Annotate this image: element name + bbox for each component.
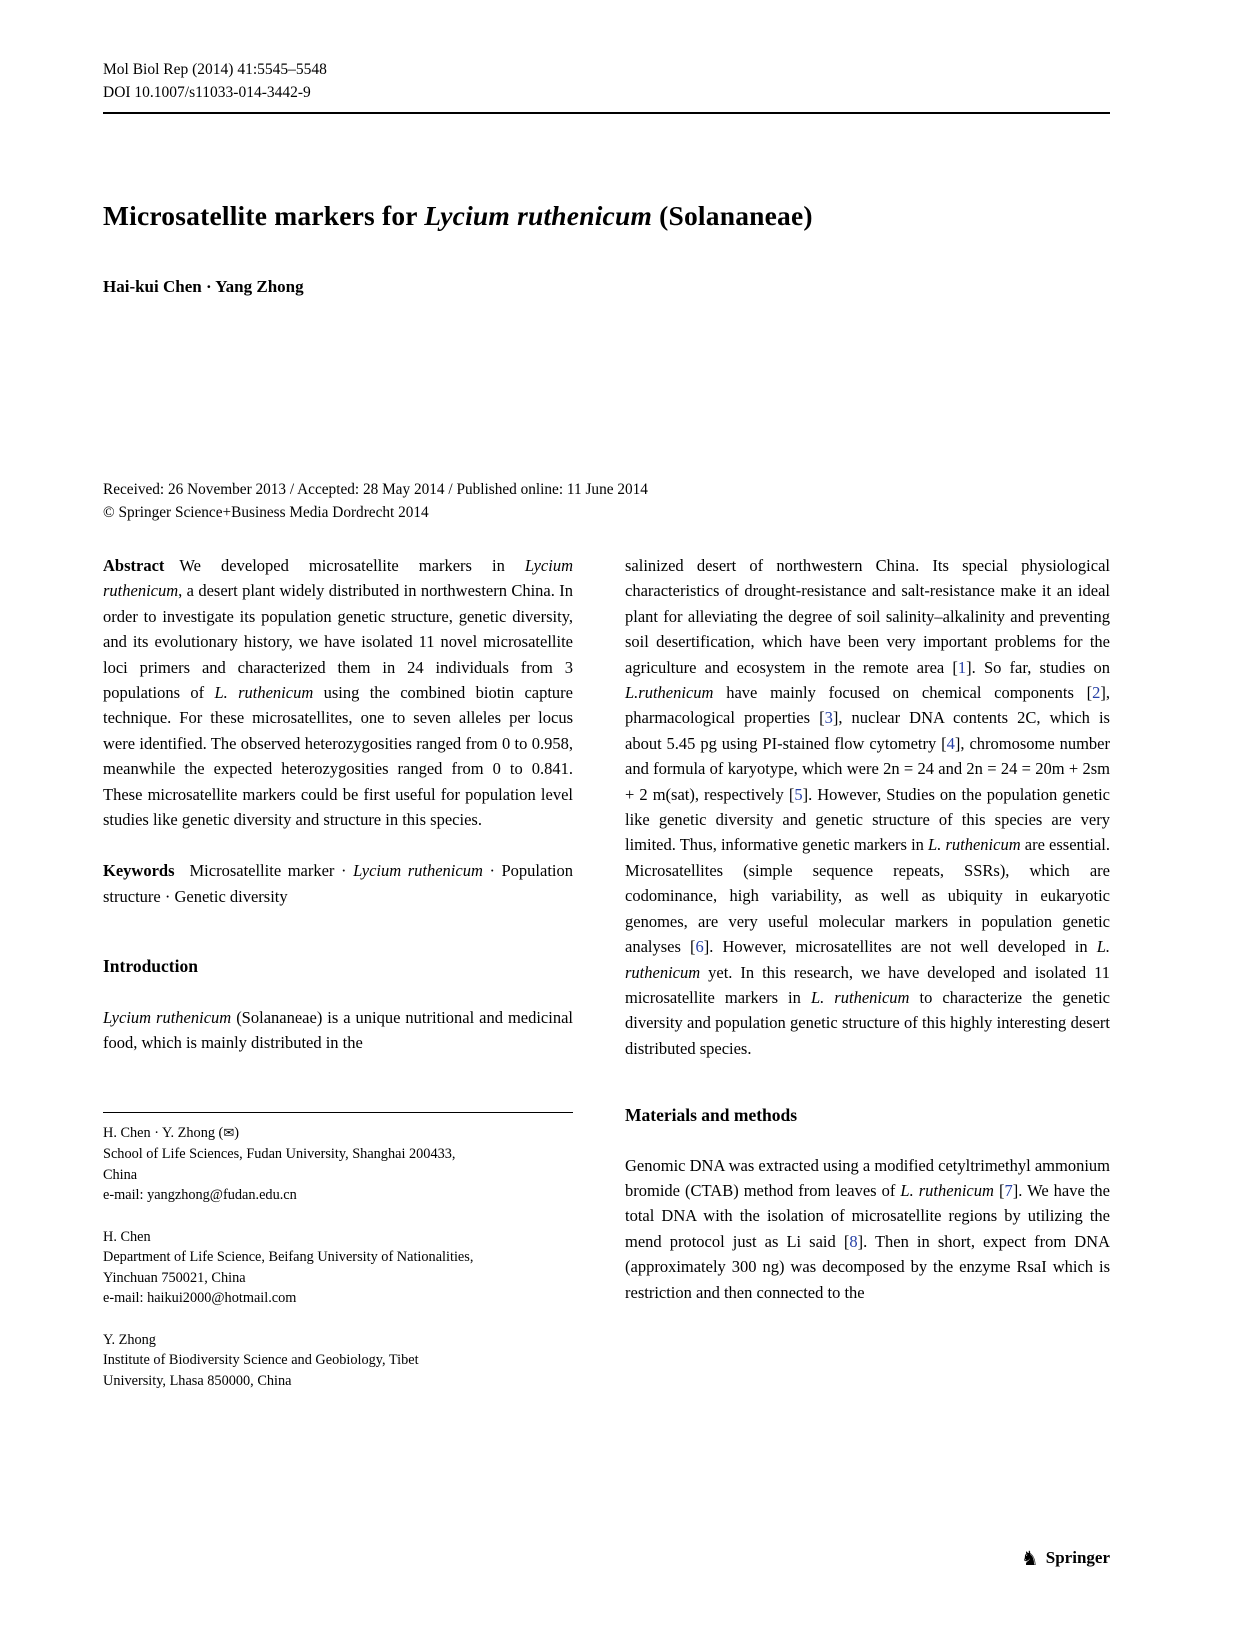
- text-run: are essential. Microsatellites (simple sequence repeats, SSRs), which are codominance, high variability, as well as ubiquity in eukaryotic genomes, are very useful molecular markers in population genetic analyses: [625, 835, 1110, 957]
- text-run: (Solananeae): [652, 200, 813, 231]
- springer-wordmark: Springer: [1045, 1548, 1110, 1567]
- section-heading-introduction: Introduction: [103, 956, 198, 977]
- italic-text: L.ruthenicum: [625, 683, 714, 703]
- text-run: [994, 1181, 999, 1200]
- text-run: yet. In this research, we have developed and isolated 11 microsatellite markers in: [625, 962, 1110, 1007]
- text-run: , pharmacological properties: [625, 683, 1110, 728]
- italic-text: Lycium ruthenicum: [103, 1007, 232, 1027]
- italic-text: Lycium ruthenicum: [424, 200, 653, 231]
- text-run: have mainly focused on chemical components: [713, 683, 1087, 703]
- keywords-label: Keywords: [103, 861, 175, 881]
- footnote-line: e-mail: yangzhong@fudan.edu.cn: [103, 1187, 297, 1203]
- keywords-paragraph: [103, 858, 573, 909]
- citation-ref-1[interactable]: 1: [957, 657, 967, 677]
- authors-line: Hai-kui Chen · Yang Zhong: [103, 277, 304, 296]
- citation-ref-8[interactable]: 8: [849, 1231, 858, 1251]
- footnote-names: [103, 1330, 573, 1351]
- footnote-block-zhong: [103, 1330, 573, 1392]
- footnote-block-chen: [103, 1227, 573, 1309]
- footnote-line: Yinchuan 750021, China: [103, 1269, 246, 1286]
- abstract-paragraph: [103, 553, 573, 832]
- text-run: H. Chen: [103, 1228, 151, 1245]
- footnote-names: [103, 1123, 573, 1145]
- left-column: [103, 553, 573, 1391]
- footnote-line: e-mail: haikui2000@hotmail.com: [103, 1290, 297, 1306]
- text-run: Genomic DNA was extracted using a modified cetyltrimethyl ammonium bromide (CTAB) method from leaves of: [625, 1155, 1110, 1200]
- italic-text: L. ruthenicum: [625, 937, 1110, 982]
- article-title: [103, 200, 1110, 232]
- citation-ref-4[interactable]: 4: [946, 733, 955, 753]
- text-run: ): [234, 1124, 239, 1141]
- footnote-line: China: [103, 1166, 138, 1183]
- springer-logo: [1021, 1548, 1110, 1568]
- text-run: , nuclear DNA contents 2C, which is about 5.45 pg using PI-stained flow cytometry: [625, 708, 1110, 753]
- italic-text: L. ruthenicum: [214, 683, 314, 703]
- text-run: (Solananeae) is a unique nutritional and medicinal food, which is mainly distributed in the: [103, 1007, 574, 1053]
- text-run: . However, Studies on the population genetic like genetic diversity and genetic structure of this species are very limited. Thus, informative genetic markers in: [625, 784, 1111, 855]
- italic-text: L. ruthenicum: [900, 1180, 994, 1200]
- footnote-details: [103, 1247, 573, 1309]
- footnote-block-corresponding: [103, 1123, 573, 1206]
- copyright-line: © Springer Science+Business Media Dordrecht 2014: [103, 503, 429, 521]
- text-run: Microsatellite marker ·: [189, 861, 354, 881]
- footnote-details: [103, 1144, 573, 1206]
- doi-line: DOI 10.1007/s11033-014-3442-9: [103, 84, 311, 101]
- citation-ref-3[interactable]: 3: [824, 708, 833, 728]
- journal-citation-line: Mol Biol Rep (2014) 41:5545–5548: [103, 61, 327, 78]
- received-accepted-line: Received: 26 November 2013 / Accepted: 28 May 2014 / Published online: 11 June 2014: [103, 481, 648, 498]
- text-run: · Population structure · Genetic diversity: [103, 861, 574, 906]
- text-run: Y. Zhong: [103, 1331, 156, 1348]
- text-run: . So far, studies on: [971, 657, 1110, 677]
- author-footnotes: [103, 1112, 573, 1392]
- italic-text: Lycium ruthenicum: [103, 556, 573, 601]
- springer-knight-icon: ♞: [1020, 1546, 1039, 1570]
- section-heading-materials-methods: Materials and methods: [625, 1105, 798, 1126]
- text-run: . We have the total DNA with the isolation of microsatellite regions by utilizing the mend protocol just as Li said: [625, 1180, 1111, 1251]
- header-rule: [103, 112, 1110, 114]
- footnote-line: Department of Life Science, Beifang University of Nationalities,: [103, 1249, 474, 1265]
- abstract-text: [103, 556, 573, 829]
- introduction-paragraph: [103, 1005, 573, 1056]
- footnote-names: [103, 1227, 573, 1248]
- text-run: H. Chen · Y. Zhong (: [103, 1124, 224, 1141]
- citation-ref-6[interactable]: 6: [695, 937, 704, 957]
- introduction-continued-paragraph: salinized desert of northwestern China. Its special physiological characteristics of drought-resistance and salt-resistance make it an ideal plant for alleviating the degree of soil salinity–alkalinity and preventing soil desertification, which have been very important problems for the agriculture and ecosystem in the remote area [1]. So far, studies on L.ruthenicum have mainly focused on chemical components [2], pharmacological properties [3], nuclear DNA contents 2C, which is about 5.45 pg using PI-stained flow cytometry [4], chromosome number and formula of karyotype, which were 2n = 24 and 2n = 24 = 20m + 2sm + 2 m(sat), respectively [5]. However, Studies on the population genetic like genetic diversity and genetic structure of this species are very limited. Thus, informative genetic markers in L. ruthenicum are essential. Microsatellites (simple sequence repeats, SSRs), which are codominance, high variability, as well as ubiquity in eukaryotic genomes, are very useful molecular markers in population genetic analyses [6]. However, microsatellites are not well developed in L. ruthenicum yet. In this research, we have developed and isolated 11 microsatellite markers in L. ruthenicum to characterize the genetic diversity and population genetic structure of this highly interesting desert distributed species.: [625, 556, 1111, 1058]
- text-run: , chromosome number and formula of karyotype, which were 2n = 24 and 2n = 24 = 20m + 2sm + 2 m(sat), respectively: [625, 733, 1110, 804]
- envelope-icon: ✉: [223, 1125, 235, 1141]
- two-column-body: [103, 553, 1110, 1391]
- citation-ref-5[interactable]: 5: [794, 784, 803, 804]
- text-run: We developed microsatellite markers in: [179, 556, 525, 575]
- text-run: to characterize the genetic diversity and population genetic structure of this highly interesting desert distributed species.: [625, 987, 1110, 1058]
- citation-ref-2[interactable]: 2: [1092, 683, 1101, 703]
- footnote-separator-rule: [103, 1112, 573, 1113]
- italic-text: L. ruthenicum: [810, 987, 910, 1007]
- italic-text: L. ruthenicum: [928, 835, 1021, 855]
- right-column: [625, 553, 1110, 1305]
- journal-header: [103, 58, 1110, 104]
- footnote-line: Institute of Biodiversity Science and Geobiology, Tibet: [103, 1352, 419, 1368]
- publication-dates: [103, 479, 1110, 524]
- text-run: , a desert plant widely distributed in northwestern China. In order to investigate its population genetic structure, genetic diversity, and its evolutionary history, we have isolated 11 novel microsatellite loci primers and characterized them in 24 individuals from 3 populations of: [103, 581, 573, 703]
- abstract-label: Abstract: [103, 556, 165, 575]
- footnote-details: [103, 1350, 573, 1391]
- text-run: salinized desert of northwestern China. Its special physiological characteristics of drought-resistance and salt-resistance make it an ideal plant for alleviating the degree of soil salinity–alkalinity and preventing soil desertification, which have been very important problems for the agriculture and ecosystem in the remote area: [625, 556, 1110, 677]
- methods-paragraph: Genomic DNA was extracted using a modified cetyltrimethyl ammonium bromide (CTAB) method from leaves of L. ruthenicum [7]. We have the total DNA with the isolation of microsatellite regions by utilizing the mend protocol just as Li said [8]. Then in short, expect from DNA (approximately 300 ng) was decomposed by the enzyme RsaI which is restriction and then connected to the: [625, 1155, 1111, 1302]
- text-run: Microsatellite markers for: [103, 200, 425, 231]
- italic-text: Lycium ruthenicum: [353, 861, 483, 881]
- citation-ref-7[interactable]: 7: [1004, 1180, 1013, 1200]
- text-run: . However, microsatellites are not well developed in: [709, 937, 1097, 957]
- footnote-line: University, Lhasa 850000, China: [103, 1372, 292, 1389]
- footnote-line: School of Life Sciences, Fudan University, Shanghai 200433,: [103, 1146, 456, 1162]
- text-run: using the combined biotin capture technique. For these microsatellites, one to seven alleles per locus were identified. The observed heterozygosities ranged from 0 to 0.958, meanwhile the expected heterozygosities ranged from 0 to 0.841. These microsatellite markers could be first useful for population level studies like genetic diversity and structure in this species.: [103, 683, 573, 830]
- text-run: . Then in short, expect from DNA (approximately 300 ng) was decomposed by the enzyme RsaI which is restriction and then connected to the: [625, 1231, 1110, 1302]
